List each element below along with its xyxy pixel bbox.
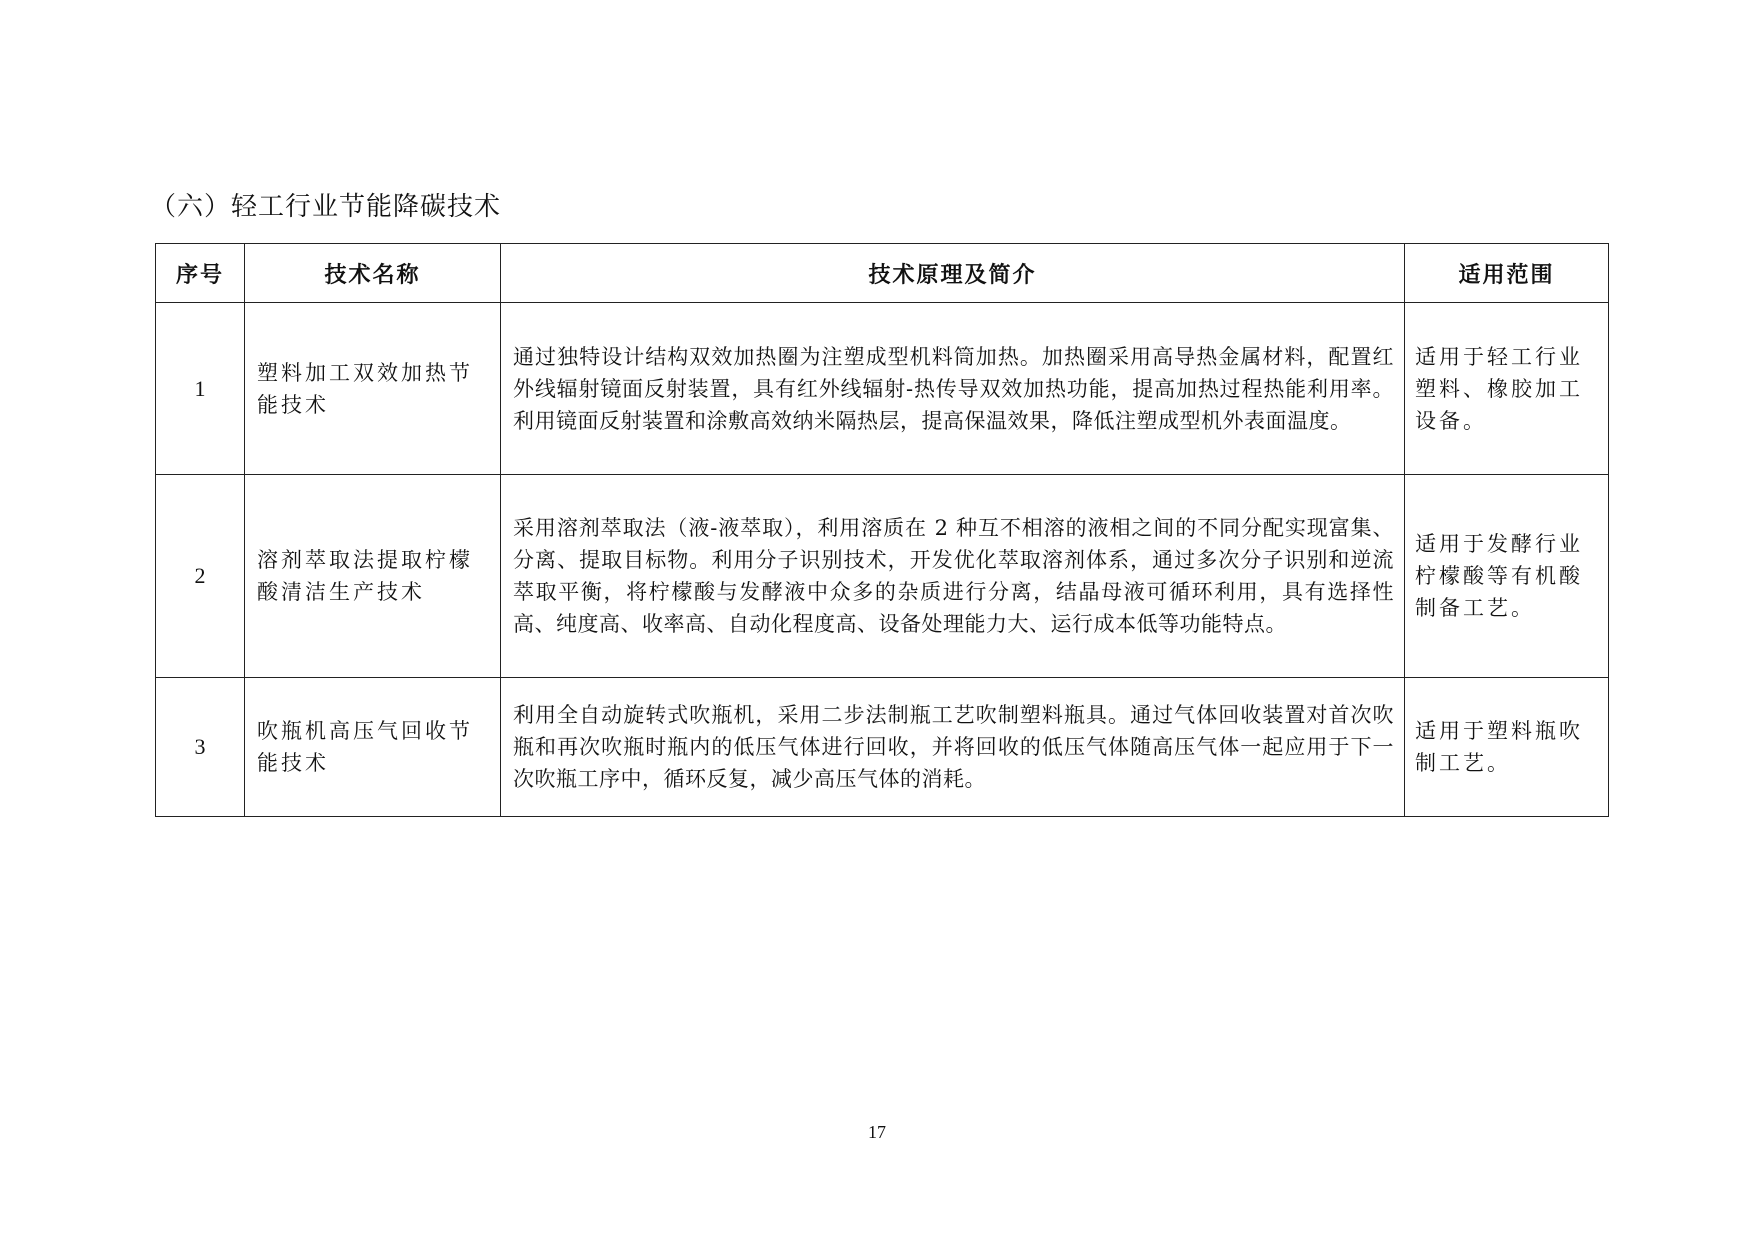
section-title: （六）轻工行业节能降碳技术 xyxy=(150,192,502,222)
technology-description: 利用全自动旋转式吹瓶机，采用二步法制瓶工艺吹制塑料瓶具。通过气体回收装置对首次吹瓶和再次吹瓶时瓶内的低压气体进行回收，并将回收的低压气体随高压气体一起应用于下一次吹瓶工序中，循环反复，减少高压气体的消耗。 xyxy=(501,678,1405,817)
table-row xyxy=(156,678,1609,817)
technology-name: 溶剂萃取法提取柠檬酸清洁生产技术 xyxy=(245,475,501,678)
technology-table xyxy=(155,243,1609,817)
header-description: 技术原理及简介 xyxy=(501,244,1405,303)
table-row xyxy=(156,475,1609,678)
technology-description: 采用溶剂萃取法（液-液萃取），利用溶质在 2 种互不相溶的液相之间的不同分配实现富集、分离、提取目标物。利用分子识别技术，开发优化萃取溶剂体系，通过多次分子识别和逆流萃取平衡，将柠檬酸与发酵液中众多的杂质进行分离，结晶母液可循环利用，具有选择性高、纯度高、收率高、自动化程度高、设备处理能力大、运行成本低等功能特点。 xyxy=(501,475,1405,678)
application-scope: 适用于塑料瓶吹制工艺。 xyxy=(1405,678,1609,817)
header-no: 序号 xyxy=(156,244,245,303)
row-number: 2 xyxy=(156,475,245,678)
header-scope: 适用范围 xyxy=(1405,244,1609,303)
technology-name: 塑料加工双效加热节能技术 xyxy=(245,303,501,475)
table-row xyxy=(156,303,1609,475)
technology-name: 吹瓶机高压气回收节能技术 xyxy=(245,678,501,817)
page-number: 17 xyxy=(868,1122,886,1142)
technology-description: 通过独特设计结构双效加热圈为注塑成型机料筒加热。加热圈采用高导热金属材料，配置红外线辐射镜面反射装置，具有红外线辐射-热传导双效加热功能，提高加热过程热能利用率。利用镜面反射装置和涂敷高效纳米隔热层，提高保温效果，降低注塑成型机外表面温度。 xyxy=(501,303,1405,475)
application-scope: 适用于轻工行业塑料、橡胶加工设备。 xyxy=(1405,303,1609,475)
row-number: 1 xyxy=(156,303,245,475)
header-name: 技术名称 xyxy=(245,244,501,303)
table-header-row xyxy=(156,244,1609,303)
row-number: 3 xyxy=(156,678,245,817)
application-scope: 适用于发酵行业柠檬酸等有机酸制备工艺。 xyxy=(1405,475,1609,678)
